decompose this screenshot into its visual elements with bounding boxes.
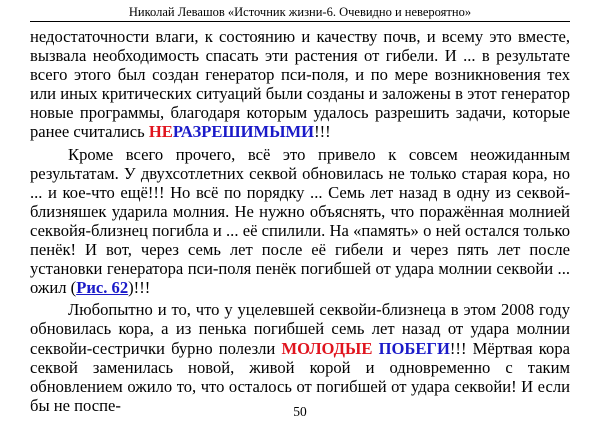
paragraph-3-tail: !!! Мёртвая кора секвой заменилась новой, живой корой и одновременно с таким обновлением ожило то, что осталось от погибшей от удара секвойи! И если бы не поспе- [30,338,570,415]
running-header: Николай Левашов «Источник жизни-6. Очевидно и невероятно» [128,5,472,19]
emphasis-red-ne: НЕ [148,122,173,142]
paragraph-3 [30,300,570,415]
emphasis-blue-pobegi: ПОБЕГИ [378,338,450,358]
figure-62-link[interactable]: Рис. 62 [76,278,129,298]
paragraph-1-text: недостаточности влаги, к состоянию и качеству почв, и всему это вместе, вызвала необходимость спасать эти растения от гибели. И ... в результате всего этого был создан генератор пси-поля, и по мере возникновения тех или иных критических ситуаций были созданы и заложены в этот генератор новые программы, благодаря которым удалось разрешить задачи, которые ранее считались [30,27,570,142]
body-text [30,27,570,415]
paragraph-2-tail: )!!! [128,278,151,298]
paragraph-3-text: Любопытно и то, что у уцелевшей секвойи-близнеца в этом 2008 году обновилась кора, а из пенька погибшей семь лет назад от удара молнии секвойи-сестрички бурно полезли [30,300,570,358]
emphasis-red-molodye: МОЛОДЫЕ [281,338,373,358]
paragraph-2-text: Кроме всего прочего, всё это привело к совсем неожиданным результатам. У двухсотлетних секвой обновилась не только старая кора, но ... и кое-что ещё!!! Но всё по порядку ... Семь лет назад в одну из секвой-близняшек ударила молния. Не нужно объяснять, что поражённая молнией секвойя-близнец погибла и ... её спилили. На «память» о ней остался только пенёк! И вот, через семь лет после её гибели и через пять лет после установки генератора пси-поля пенёк погибшей от удара молнии секвойи ... ожил ( [30,144,570,298]
paragraph-1-tail: !!! [314,122,331,142]
paragraph-2 [30,145,570,298]
page-number: 50 [293,404,307,419]
header-rule [30,21,570,22]
paragraph-1 [30,27,570,142]
emphasis-blue-razreshimymi: РАЗРЕШИМЫМИ [172,122,315,142]
